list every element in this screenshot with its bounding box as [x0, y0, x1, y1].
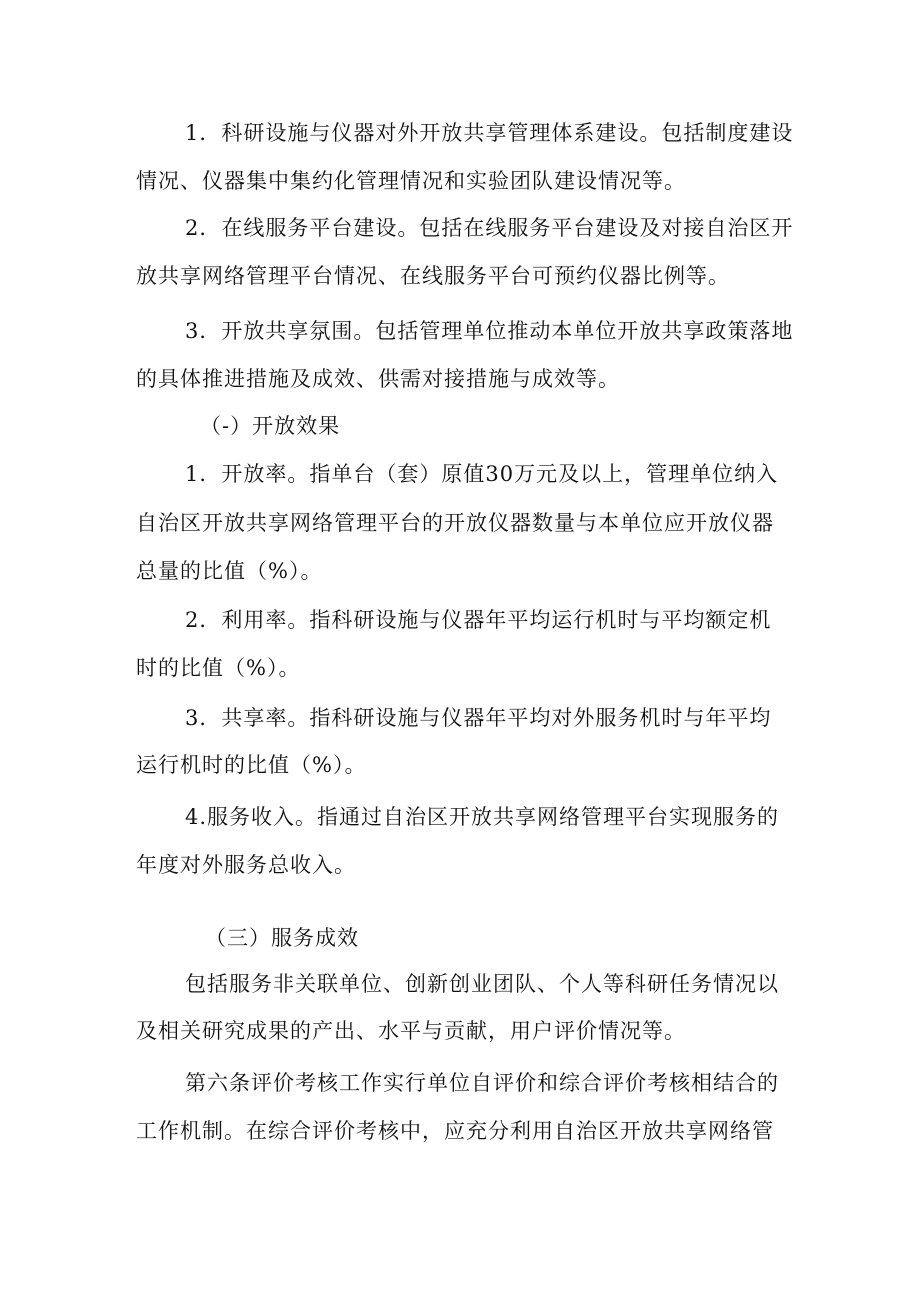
paragraph-4-line-1: 1．开放率。指单台（套）原值30万元及以上，管理单位纳入	[185, 462, 779, 486]
paragraph-9-line-1: 第六条评价考核工作实行单位自评价和综合评价考核相结合的	[185, 1071, 779, 1095]
paragraph-5-line-2: 时的比值（%）。	[136, 656, 301, 680]
paragraph-1-line-2: 情况、仪器集中集约化管理情况和实验团队建设情况等。	[136, 169, 686, 193]
section-heading-service-results: （三）服务成效	[205, 926, 359, 950]
section-heading-open-effect: （-）开放效果	[200, 414, 341, 438]
paragraph-8-line-2: 及相关研究成果的产出、水平与贡献，用户评价情况等。	[136, 1019, 686, 1043]
paragraph-5-line-1: 2．利用率。指科研设施与仪器年平均运行机时与平均额定机	[185, 608, 772, 632]
paragraph-7-line-1: 4.服务收入。指通过自治区开放共享网络管理平台实现服务的	[185, 805, 780, 829]
paragraph-6-line-2: 运行机时的比值（%）。	[136, 753, 367, 777]
paragraph-1-line-1: 1．科研设施与仪器对外开放共享管理体系建设。包括制度建设	[185, 121, 794, 145]
paragraph-6-line-1: 3．共享率。指科研设施与仪器年平均对外服务机时与年平均	[185, 706, 772, 730]
paragraph-4-line-2: 自治区开放共享网络管理平台的开放仪器数量与本单位应开放仪器	[136, 511, 774, 535]
paragraph-7-line-2: 年度对外服务总收入。	[136, 853, 356, 877]
paragraph-2-line-2: 放共享网络管理平台情况、在线服务平台可预约仪器比例等。	[136, 264, 730, 288]
paragraph-3-line-2: 的具体推进措施及成效、供需对接措施与成效等。	[136, 367, 620, 391]
paragraph-8-line-1: 包括服务非关联单位、创新创业团队、个人等科研任务情况以	[185, 972, 779, 996]
paragraph-2-line-1: 2．在线服务平台建设。包括在线服务平台建设及对接自治区开	[185, 216, 794, 240]
paragraph-3-line-1: 3．开放共享氛围。包括管理单位推动本单位开放共享政策落地	[185, 319, 794, 343]
paragraph-9-line-2: 工作机制。在综合评价考核中，应充分利用自治区开放共享网络管	[136, 1119, 774, 1143]
paragraph-4-line-3: 总量的比值（%）。	[136, 559, 323, 583]
